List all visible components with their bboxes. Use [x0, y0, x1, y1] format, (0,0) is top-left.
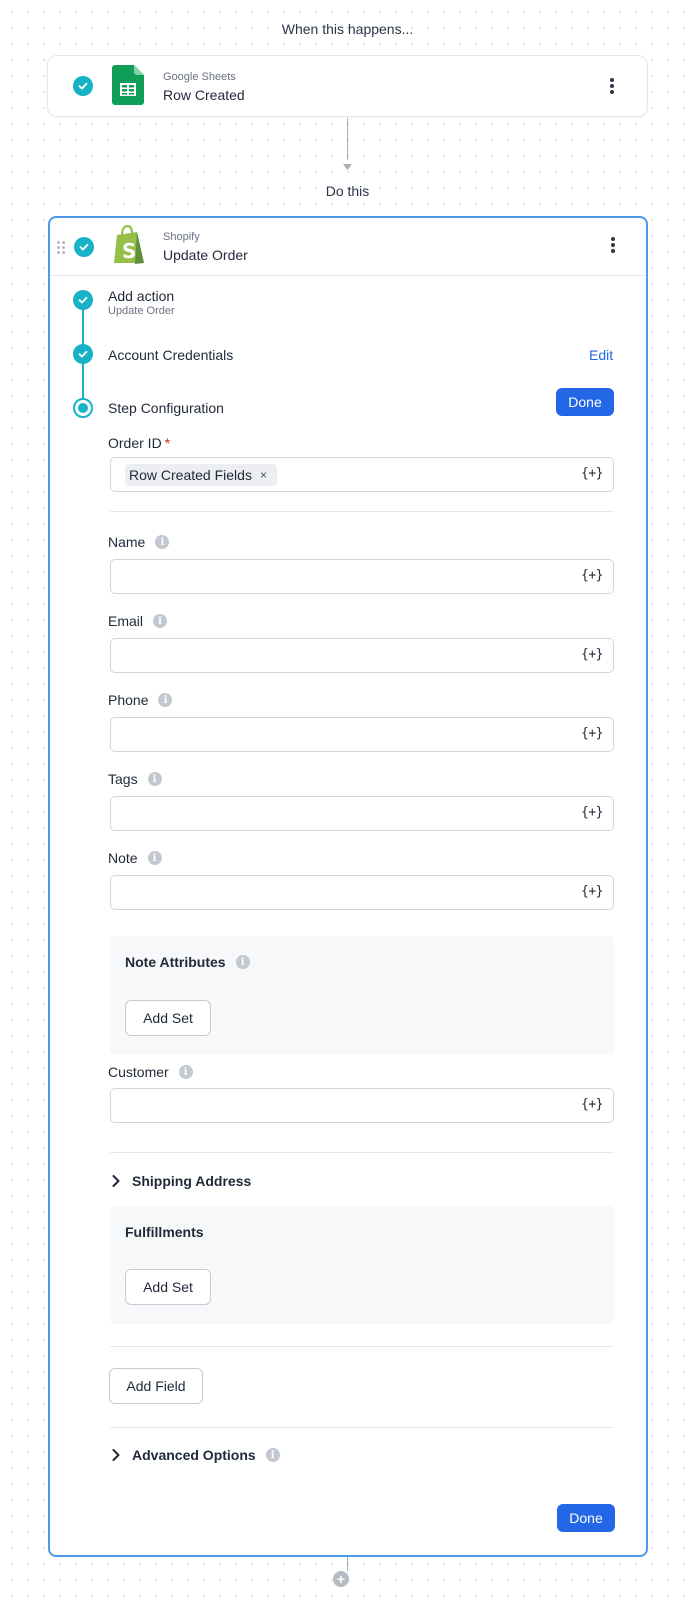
trigger-heading: When this happens...: [281, 21, 414, 37]
step-add-action-subtitle: Update Order: [108, 305, 175, 317]
note-attributes-group: [110, 936, 614, 1054]
action-event-name: Update Order: [163, 247, 248, 263]
divider: [110, 511, 614, 512]
order-id-label-text: Order ID: [108, 435, 162, 451]
step-credentials-title[interactable]: Account Credentials: [108, 347, 234, 363]
done-button[interactable]: Done: [557, 1504, 615, 1532]
insert-variable-button[interactable]: {+}: [581, 726, 603, 741]
tags-label: [108, 771, 162, 787]
action-heading: Do this: [325, 183, 370, 199]
action-card-header[interactable]: [50, 218, 646, 276]
note-label-text: Note: [108, 850, 138, 866]
action-check-icon: [74, 237, 94, 257]
action-more-icon[interactable]: [610, 235, 616, 255]
stepper-line: [82, 308, 84, 346]
step-add-action-title[interactable]: Add action: [108, 288, 175, 304]
order-id-chip[interactable]: [125, 464, 277, 486]
email-input[interactable]: [110, 638, 614, 673]
chevron-right-icon: [112, 1448, 122, 1462]
connector-line: [347, 118, 348, 160]
phone-info-icon[interactable]: i: [158, 693, 172, 707]
svg-text:S: S: [122, 239, 137, 263]
action-card: [48, 216, 648, 1557]
step-credentials-check-icon: [73, 344, 93, 364]
insert-variable-button[interactable]: {+}: [581, 647, 603, 662]
chevron-right-icon: [112, 1174, 122, 1188]
required-mark: *: [164, 435, 171, 451]
insert-variable-button[interactable]: {+}: [581, 1097, 603, 1112]
step-add-action-check-icon: [73, 290, 93, 310]
order-id-input[interactable]: [110, 457, 614, 492]
note-label: [108, 850, 162, 866]
credentials-edit-link[interactable]: Edit: [589, 347, 614, 363]
order-id-label: [108, 435, 170, 451]
trigger-card[interactable]: [47, 55, 648, 117]
email-label-text: Email: [108, 613, 144, 629]
email-info-icon[interactable]: i: [153, 614, 167, 628]
note-info-icon[interactable]: i: [148, 851, 162, 865]
phone-label-text: Phone: [108, 692, 149, 708]
divider: [110, 1427, 614, 1428]
trigger-app-name: Google Sheets: [163, 71, 236, 83]
divider: [110, 1152, 614, 1153]
order-id-chip-label: Row Created Fields: [129, 467, 252, 483]
insert-variable-button[interactable]: {+}: [581, 466, 603, 481]
bottom-connector-line: [347, 1557, 348, 1571]
customer-label-text: Customer: [108, 1064, 169, 1080]
google-sheets-icon: [112, 65, 144, 110]
fulfillments-add-set-button[interactable]: Add Set: [125, 1269, 211, 1305]
action-app-name: Shopify: [163, 231, 200, 243]
email-label: [108, 613, 167, 629]
phone-input[interactable]: [110, 717, 614, 752]
note-attributes-title-text: Note Attributes: [125, 954, 226, 970]
customer-label: [108, 1064, 193, 1080]
customer-input[interactable]: [110, 1088, 614, 1123]
note-input[interactable]: [110, 875, 614, 910]
insert-variable-button[interactable]: {+}: [581, 805, 603, 820]
insert-variable-button[interactable]: {+}: [581, 568, 603, 583]
name-label: [108, 534, 169, 550]
step-configuration-active-icon: [73, 398, 93, 418]
name-info-icon[interactable]: i: [155, 535, 169, 549]
insert-variable-button[interactable]: {+}: [581, 884, 603, 899]
trigger-more-icon[interactable]: [609, 76, 615, 96]
fulfillments-title: Fulfillments: [125, 1224, 204, 1240]
divider: [110, 1346, 614, 1347]
advanced-options-toggle[interactable]: [112, 1447, 280, 1463]
advanced-options-label: Advanced Options: [132, 1447, 256, 1463]
fulfillments-group: [110, 1206, 614, 1324]
shipping-address-toggle[interactable]: [112, 1173, 251, 1189]
stepper-line: [82, 364, 84, 400]
configuration-done-button[interactable]: Done: [556, 388, 614, 416]
advanced-options-info-icon[interactable]: i: [266, 1448, 280, 1462]
shipping-address-label: Shipping Address: [132, 1173, 252, 1189]
trigger-event-name: Row Created: [163, 87, 245, 103]
chip-remove-icon[interactable]: ×: [259, 468, 267, 482]
tags-input[interactable]: [110, 796, 614, 831]
connector-arrow-icon: [343, 157, 352, 175]
drag-handle-icon[interactable]: [57, 241, 65, 253]
customer-info-icon[interactable]: i: [179, 1065, 193, 1079]
phone-label: [108, 692, 172, 708]
note-attributes-title: [125, 954, 250, 970]
tags-info-icon[interactable]: i: [148, 772, 162, 786]
add-step-icon[interactable]: +: [333, 1571, 349, 1587]
note-attributes-info-icon[interactable]: i: [236, 955, 250, 969]
shopify-icon: [111, 225, 147, 270]
tags-label-text: Tags: [108, 771, 138, 787]
trigger-check-icon: [73, 76, 93, 96]
name-label-text: Name: [108, 534, 146, 550]
note-attributes-add-set-button[interactable]: Add Set: [125, 1000, 211, 1036]
step-configuration-title: Step Configuration: [108, 400, 224, 416]
name-input[interactable]: [110, 559, 614, 594]
add-field-button[interactable]: Add Field: [109, 1368, 203, 1404]
